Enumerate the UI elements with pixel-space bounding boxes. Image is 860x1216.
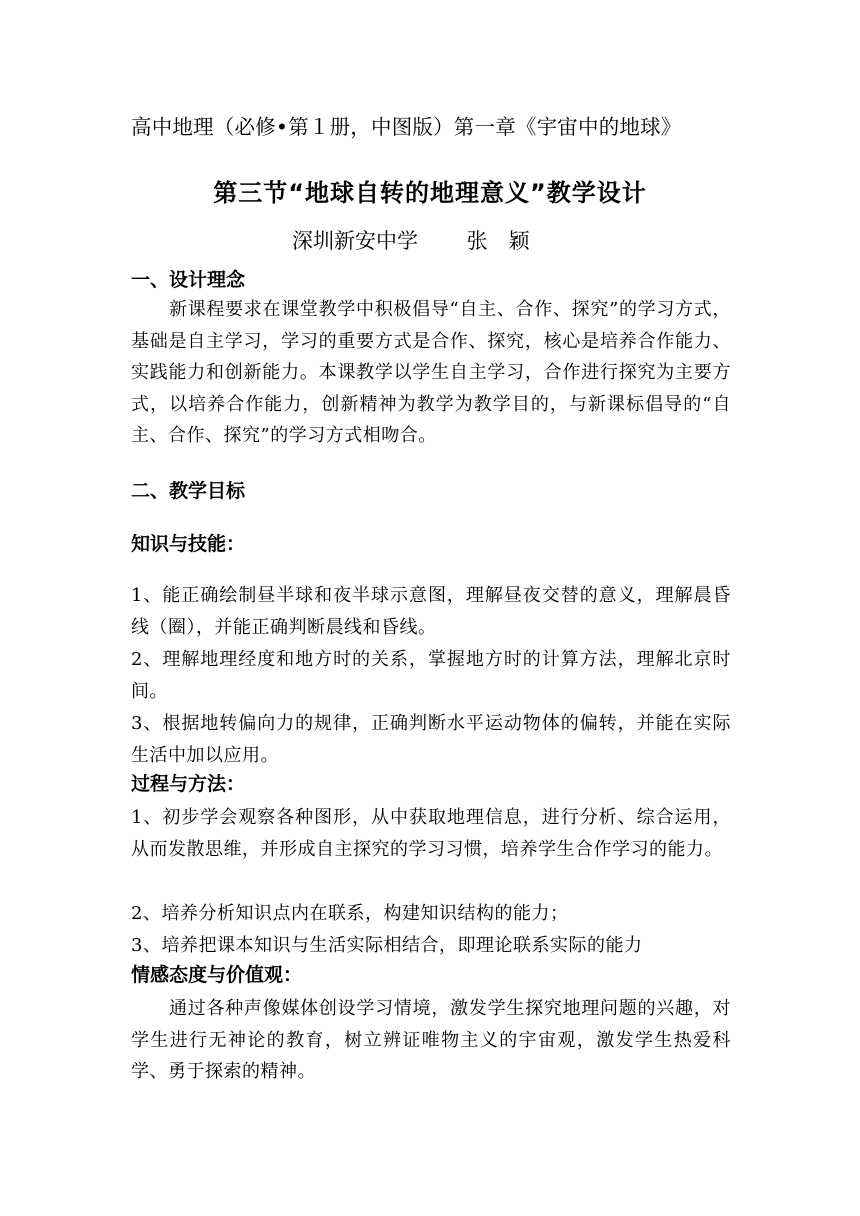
page-title: 第三节“地球自转的地理意义”教学设计 — [213, 179, 647, 207]
subheading-attitude: 情感态度与价值观： — [131, 964, 303, 986]
course-line: 高中地理（必修•第１册，中图版）第一章《宇宙中的地球》 — [131, 115, 682, 139]
attitude-paragraph: 通过各种声像媒体创设学习情境，激发学生探究地理问题的兴趣，对学生进行无神论的教育，树立辨证唯物主义的宇宙观，激发学生热爱科学、勇于探索的精神。 — [131, 998, 731, 1083]
process-item-3: 3、培养把课本知识与生活实际相结合，即理论联系实际的能力 — [131, 935, 643, 956]
knowledge-item-3: 3、根据地转偏向力的规律，正确判断水平运动物体的偏转，并能在实际生活中加以应用。 — [131, 713, 731, 766]
process-item-2: 2、培养分析知识点内在联系，构建知识结构的能力； — [131, 903, 569, 924]
author-line: 深圳新安中学 张 颖 — [292, 229, 530, 253]
knowledge-item-2: 2、理解地理经度和地方时的关系，掌握地方时的计算方法，理解北京时间。 — [131, 649, 731, 702]
subheading-knowledge: 知识与技能： — [131, 533, 246, 555]
section-heading-design: 一、设计理念 — [131, 269, 246, 291]
design-paragraph: 新课程要求在课堂教学中积极倡导“自主、合作、探究”的学习方式，基础是自主学习，学习的重要方式是合作、探究，核心是培养合作能力、实践能力和创新能力。本课教学以学生自主学习，合作进行探究为主要方式，以培养合作能力，创新精神为教学为教学目的，与新课标倡导的“自主、合作、探究”的学习方式相吻合。 — [131, 299, 731, 447]
section-heading-goals: 二、教学目标 — [131, 480, 246, 502]
process-item-1: 1、初步学会观察各种图形，从中获取地理信息，进行分析、综合运用，从而发散思维，并形成自主探究的学习习惯，培养学生合作学习的能力。 — [131, 807, 731, 860]
subheading-process: 过程与方法： — [131, 773, 246, 795]
knowledge-item-1: 1、能正确绘制昼半球和夜半球示意图，理解昼夜交替的意义，理解晨昏线（圈），并能正确判断晨线和昏线。 — [131, 585, 731, 638]
